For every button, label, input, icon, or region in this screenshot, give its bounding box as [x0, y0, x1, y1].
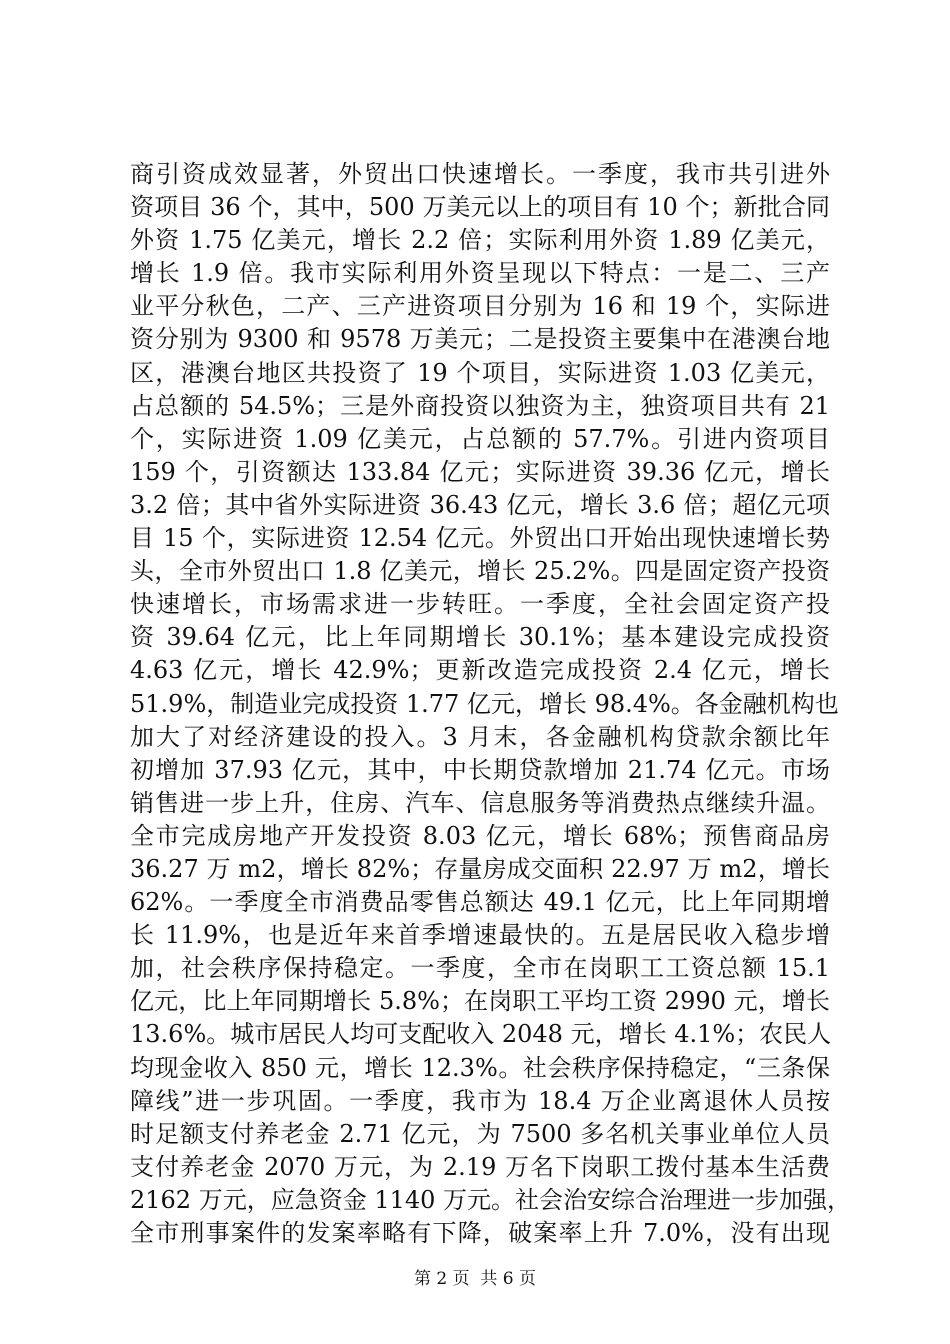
body-text-line: 长 11.9%，也是近年来首季增速最快的。五是居民收入稳步增	[130, 921, 830, 950]
body-text-line: 159 个，引资额达 133.84 亿元；实际进资 39.36 亿元，增长	[130, 457, 830, 486]
body-text-line: 支付养老金 2070 万元，为 2.19 万名下岗职工拨付基本生活费	[130, 1152, 830, 1181]
body-text-line: 资 39.64 亿元，比上年同期增长 30.1%；基本建设完成投资	[130, 623, 830, 652]
document-body	[130, 158, 852, 1250]
body-text-line: 区，港澳台地区共投资了 19 个项目，实际进资 1.03 亿美元，	[130, 358, 830, 387]
body-text-line: 时足额支付养老金 2.71 亿元，为 7500 多名机关事业单位人员	[130, 1119, 830, 1148]
body-text-line: 3.2 倍；其中省外实际进资 36.43 亿元，增长 3.6 倍；超亿元项	[130, 490, 830, 519]
body-text-line: 资分别为 9300 和 9578 万美元；二是投资主要集中在港澳台地	[130, 325, 830, 354]
body-text-line: 快速增长，市场需求进一步转旺。一季度，全社会固定资产投	[130, 590, 830, 619]
body-text-line: 初增加 37.93 亿元，其中，中长期贷款增加 21.74 亿元。市场	[130, 755, 830, 784]
body-text-line: 13.6%。城市居民人均可支配收入 2048 元，增长 4.1%；农民人	[130, 1020, 832, 1049]
body-text-line: 亿元，比上年同期增长 5.8%；在岗职工平均工资 2990 元，增长	[130, 987, 830, 1016]
body-text-line: 占总额的 54.5%；三是外商投资以独资为主，独资项目共有 21	[130, 391, 830, 420]
body-text-line: 商引资成效显著，外贸出口快速增长。一季度，我市共引进外	[130, 160, 830, 188]
body-text-line: 外资 1.75 亿美元，增长 2.2 倍；实际利用外资 1.89 亿美元，	[130, 226, 830, 255]
body-text-line: 目 15 个，实际进资 12.54 亿元。外贸出口开始出现快速增长势	[130, 524, 830, 553]
body-text-line: 36.27 万 m2，增长 82%；存量房成交面积 22.97 万 m2，增长	[130, 854, 830, 883]
body-text-line: 加，社会秩序保持稳定。一季度，全市在岗职工工资总额 15.1	[130, 954, 830, 983]
body-text-line: 全市刑事案件的发案率略有下降，破案率上升 7.0%，没有出现	[130, 1219, 830, 1247]
body-text-line: 均现金收入 850 元，增长 12.3%。社会秩序保持稳定，“三条保	[130, 1053, 830, 1082]
body-text-line: 62%。一季度全市消费品零售总额达 49.1 亿元，比上年同期增	[130, 888, 830, 917]
body-text-line: 全市完成房地产开发投资 8.03 亿元，增长 68%；预售商品房	[130, 821, 830, 850]
body-text-line: 增长 1.9 倍。我市实际利用外资呈现以下特点：一是二、三产	[130, 259, 830, 288]
body-text-line: 个，实际进资 1.09 亿美元，占总额的 57.7%。引进内资项目	[130, 424, 830, 453]
body-text-line: 4.63 亿元，增长 42.9%；更新改造完成投资 2.4 亿元，增长	[130, 656, 830, 685]
body-text-line: 51.9%，制造业完成投资 1.77 亿元，增长 98.4%。各金融机构也	[130, 689, 839, 718]
body-text-line: 加大了对经济建设的投入。3 月末，各金融机构贷款余额比年	[130, 722, 830, 751]
body-text-line: 资项目 36 个，其中，500 万美元以上的项目有 10 个；新批合同	[130, 193, 830, 222]
body-text-line: 业平分秋色，二产、三产进资项目分别为 16 和 19 个，实际进	[130, 292, 830, 321]
body-text-line: 头，全市外贸出口 1.8 亿美元，增长 25.2%。四是固定资产投资	[130, 557, 830, 586]
body-text-line: 2162 万元，应急资金 1140 万元。社会治安综合治理进一步加强，	[130, 1185, 852, 1214]
body-text-line: 销售进一步上升，住房、汽车、信息服务等消费热点继续升温。	[130, 788, 830, 817]
page-number-footer: 第 2 页 共 6 页	[413, 1269, 537, 1289]
body-text-line: 障线”进一步巩固。一季度，我市为 18.4 万企业离退休人员按	[130, 1086, 830, 1115]
